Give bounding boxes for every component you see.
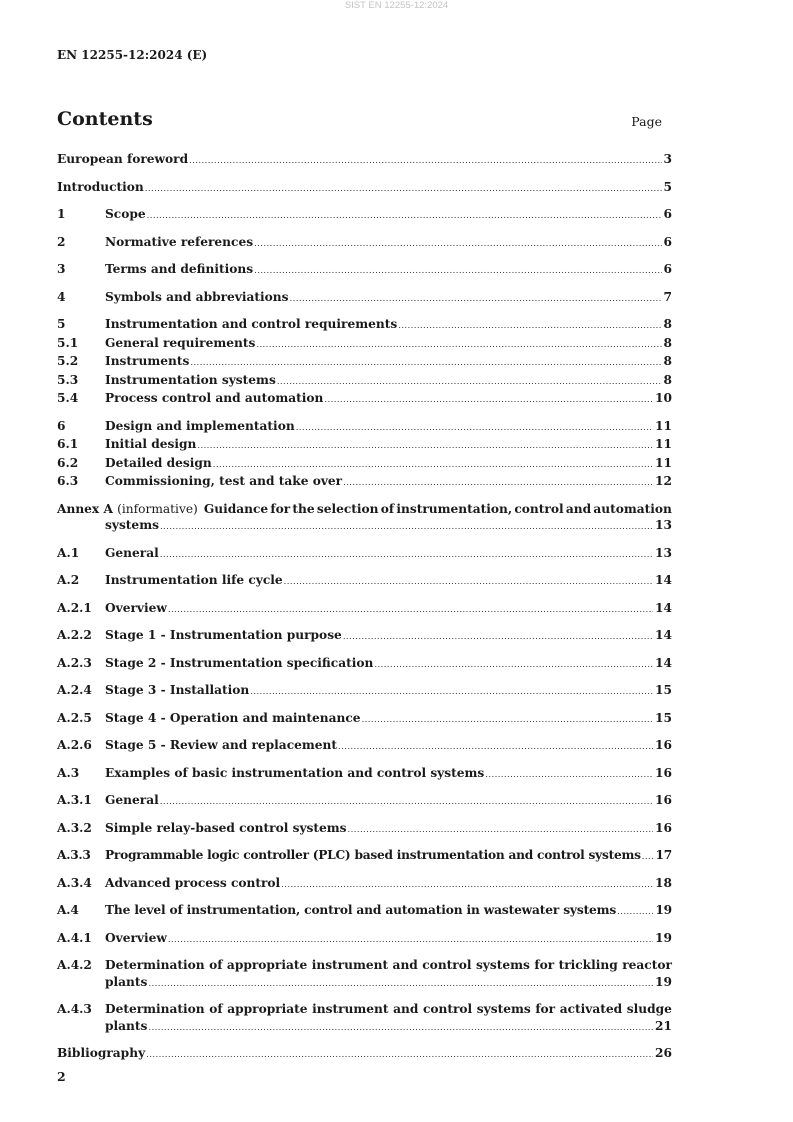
toc-entry-6-2[interactable] bbox=[57, 455, 672, 474]
toc-entry-a-4-2[interactable] bbox=[57, 957, 672, 992]
toc-entry-a-3-1[interactable] bbox=[57, 792, 672, 811]
page-column-label: Page bbox=[631, 114, 662, 129]
toc-entry-title: Initial design bbox=[105, 437, 197, 451]
toc-entry-title: Commissioning, test and take over bbox=[105, 474, 343, 488]
toc-entry-a-2-3[interactable] bbox=[57, 655, 672, 674]
toc-entry-page: 15 bbox=[655, 683, 672, 697]
toc-entry-5-2[interactable] bbox=[57, 353, 672, 372]
toc-leader bbox=[190, 355, 661, 372]
toc-entry-page: 17 bbox=[655, 848, 672, 862]
watermark: SIST EN 12255-12:2024 bbox=[344, 0, 449, 11]
toc-entry-number: A.2.3 bbox=[57, 655, 92, 670]
toc-entry-number: 5.1 bbox=[57, 335, 79, 350]
toc-entry-title: Stage 3 - Installation bbox=[105, 683, 250, 697]
toc-entry-page: 14 bbox=[655, 600, 672, 615]
toc-entry-page: 15 bbox=[655, 710, 672, 725]
toc-entry-6[interactable] bbox=[57, 418, 672, 437]
toc-leader bbox=[254, 263, 661, 280]
toc-entry-title: Normative references bbox=[105, 234, 254, 249]
annex-label: Annex A bbox=[57, 501, 113, 516]
toc-entry-2[interactable] bbox=[57, 234, 672, 253]
toc-entry-title: Bibliography bbox=[57, 1046, 146, 1060]
toc-leader bbox=[160, 794, 653, 811]
toc-entry-page: 16 bbox=[655, 738, 672, 752]
toc-entry-title-continued: plants bbox=[105, 1018, 148, 1033]
toc-entry-page: 13 bbox=[655, 518, 672, 532]
toc-entry-page: 14 bbox=[655, 628, 672, 642]
toc-entry-number: A.2.5 bbox=[57, 710, 92, 725]
toc-entry-page: 8 bbox=[663, 372, 672, 387]
toc-entry-title: Stage 1 - Instrumentation purpose bbox=[105, 628, 342, 642]
toc-entry-title: Stage 5 - Review and replacement bbox=[105, 738, 338, 752]
toc-entry-4[interactable] bbox=[57, 289, 672, 308]
toc-entry-title: Design and implementation bbox=[105, 418, 295, 433]
toc-entry-page: 19 bbox=[655, 974, 672, 989]
toc-entry-page: 7 bbox=[663, 289, 672, 304]
toc-entry-title: European foreword bbox=[57, 152, 189, 166]
document-id: EN 12255-12:2024 (E) bbox=[57, 48, 208, 62]
toc-entry-a-3-2[interactable] bbox=[57, 820, 672, 839]
toc-entry-a-4-1[interactable] bbox=[57, 930, 672, 949]
toc-entry-page: 14 bbox=[655, 573, 672, 587]
toc-entry-page: 8 bbox=[663, 335, 672, 350]
toc-entry-title-continued: plants bbox=[105, 974, 148, 989]
toc-entry-title: General bbox=[105, 793, 159, 807]
toc-entry-number: 6 bbox=[57, 418, 66, 433]
toc-entry-a-2-2[interactable] bbox=[57, 627, 672, 646]
toc-entry-title: Examples of basic instrumentation and control systems bbox=[105, 765, 485, 780]
toc-leader bbox=[197, 438, 653, 455]
toc-entry-number: A.3 bbox=[57, 765, 80, 780]
toc-entry-title: Instruments bbox=[105, 354, 190, 368]
annex-type: (informative) bbox=[117, 501, 198, 516]
toc-leader bbox=[296, 420, 653, 437]
toc-entry-1[interactable] bbox=[57, 206, 672, 225]
toc-entry-5-3[interactable] bbox=[57, 372, 672, 391]
toc-leader bbox=[168, 932, 653, 949]
toc-entry-6-1[interactable] bbox=[57, 436, 672, 455]
toc-leader bbox=[374, 657, 653, 674]
toc-entry-title: Instrumentation systems bbox=[105, 372, 276, 387]
toc-entry-page: 18 bbox=[655, 875, 672, 890]
toc-entry-page: 6 bbox=[663, 207, 672, 221]
toc-entry-a-2-4[interactable] bbox=[57, 682, 672, 701]
toc-entry-page: 16 bbox=[655, 765, 672, 780]
toc-entry-title: Stage 4 - Operation and maintenance bbox=[105, 710, 361, 725]
toc-leader bbox=[343, 629, 653, 646]
toc-entry-number: 5.2 bbox=[57, 354, 79, 368]
toc-entry-number: A.2.4 bbox=[57, 683, 92, 697]
toc-entry-page: 6 bbox=[663, 234, 672, 249]
toc-entry-6-3[interactable] bbox=[57, 473, 672, 492]
toc-leader bbox=[146, 1047, 653, 1064]
toc-entry-page: 26 bbox=[655, 1046, 672, 1060]
toc-leader bbox=[642, 849, 654, 866]
toc-entry-page: 11 bbox=[655, 418, 672, 433]
toc-leader bbox=[485, 767, 653, 784]
toc-entry-page: 5 bbox=[663, 179, 672, 194]
toc-entry-number: 2 bbox=[57, 234, 66, 249]
toc-entry-title: General requirements bbox=[105, 335, 256, 350]
toc-leader bbox=[148, 976, 653, 993]
toc-entry-title: Advanced process control bbox=[105, 875, 281, 890]
toc-entry-page: 10 bbox=[655, 391, 672, 405]
toc-entry-title: Instrumentation life cycle bbox=[105, 573, 283, 587]
toc-leader bbox=[324, 392, 653, 409]
toc-entry-title: Programmable logic controller (PLC) based instrumentation and control systems bbox=[105, 848, 641, 862]
toc-entry-a-2-5[interactable] bbox=[57, 710, 672, 729]
toc-entry-title: Overview bbox=[105, 930, 167, 945]
toc-entry-number: 5.3 bbox=[57, 372, 79, 387]
toc-leader bbox=[338, 739, 653, 756]
toc-leader bbox=[277, 374, 662, 391]
toc-entry-title: Simple relay-based control systems bbox=[105, 820, 347, 835]
toc-leader bbox=[145, 181, 662, 198]
toc-entry-number: A.3.1 bbox=[57, 793, 92, 807]
toc-leader bbox=[250, 684, 653, 701]
toc-leader bbox=[398, 318, 661, 335]
toc-entry-page: 11 bbox=[655, 437, 672, 451]
toc-entry-number: A.3.3 bbox=[57, 848, 91, 862]
toc-entry-5-4[interactable] bbox=[57, 390, 672, 409]
toc-entry-5[interactable] bbox=[57, 316, 672, 335]
toc-entry-title: Stage 2 - Instrumentation specification bbox=[105, 655, 374, 670]
toc-entry-number: 6.2 bbox=[57, 455, 79, 470]
toc-entry-number: A.4.3 bbox=[57, 1002, 92, 1016]
toc-entry-page: 8 bbox=[663, 317, 672, 331]
toc-leader bbox=[147, 208, 662, 225]
toc-entry-page: 19 bbox=[655, 903, 672, 917]
toc-leader bbox=[617, 904, 653, 921]
page-number: 2 bbox=[57, 1069, 66, 1084]
toc-entry-number: A.2.6 bbox=[57, 738, 92, 752]
toc-entry-page: 8 bbox=[663, 354, 672, 368]
toc-entry-page: 14 bbox=[655, 655, 672, 670]
toc-entry-title: Instrumentation and control requirements bbox=[105, 317, 398, 331]
toc-leader bbox=[160, 547, 653, 564]
toc-entry-a-1[interactable] bbox=[57, 545, 672, 564]
toc-entry-number: A.2 bbox=[57, 573, 80, 587]
toc-entry-title: Detailed design bbox=[105, 455, 212, 470]
toc-entry-a-3-3[interactable] bbox=[57, 847, 672, 866]
toc-entry-number: 5.4 bbox=[57, 391, 79, 405]
table-of-contents bbox=[57, 151, 672, 1064]
toc-entry-a-2[interactable] bbox=[57, 572, 672, 591]
toc-entry-number: A.4.1 bbox=[57, 930, 92, 945]
toc-entry-page: 12 bbox=[655, 474, 672, 488]
toc-entry-a-2-6[interactable] bbox=[57, 737, 672, 756]
toc-leader bbox=[343, 475, 653, 492]
toc-entry-number: A.3.2 bbox=[57, 820, 92, 835]
toc-entry-foreword[interactable] bbox=[57, 151, 672, 170]
toc-entry-number: 4 bbox=[57, 289, 66, 304]
toc-entry-title: Guidance for the selection of instrumentation, control and automation bbox=[203, 501, 672, 516]
toc-entry-page: 11 bbox=[655, 455, 672, 470]
toc-leader bbox=[254, 236, 661, 253]
toc-leader bbox=[168, 602, 653, 619]
toc-leader bbox=[284, 574, 653, 591]
toc-leader bbox=[348, 822, 654, 839]
toc-entry-title: Introduction bbox=[57, 179, 144, 194]
toc-entry-3[interactable] bbox=[57, 261, 672, 280]
toc-entry-5-1[interactable] bbox=[57, 335, 672, 354]
toc-entry-number: A.2.2 bbox=[57, 628, 92, 642]
toc-entry-number: A.1 bbox=[57, 545, 80, 560]
toc-entry-title: Symbols and abbreviations bbox=[105, 289, 289, 304]
page-title: Contents bbox=[57, 108, 153, 130]
toc-leader bbox=[290, 291, 662, 308]
toc-entry-page: 16 bbox=[655, 820, 672, 835]
toc-entry-number: 6.3 bbox=[57, 474, 79, 488]
toc-entry-a-3[interactable] bbox=[57, 765, 672, 784]
toc-entry-page: 3 bbox=[663, 152, 672, 166]
toc-entry-title-continued: systems bbox=[105, 518, 159, 532]
toc-entry-number: 1 bbox=[57, 207, 66, 221]
toc-leader bbox=[189, 153, 661, 170]
toc-entry-title: The level of instrumentation, control and automation in wastewater systems bbox=[105, 903, 617, 917]
toc-entry-bibliography[interactable] bbox=[57, 1045, 672, 1064]
toc-leader bbox=[256, 337, 661, 354]
toc-entry-page: 21 bbox=[655, 1018, 672, 1033]
toc-entry-number: A.4.2 bbox=[57, 958, 92, 972]
toc-entry-title: Determination of appropriate instrument and control systems for activated sludge bbox=[105, 1002, 672, 1016]
toc-entry-a-4[interactable] bbox=[57, 902, 672, 921]
toc-entry-title: Overview bbox=[105, 600, 167, 615]
toc-leader bbox=[148, 1020, 653, 1037]
toc-entry-a-4-3[interactable] bbox=[57, 1001, 672, 1036]
toc-entry-title: General bbox=[105, 545, 159, 560]
toc-leader bbox=[160, 519, 653, 536]
toc-entry-annex-a[interactable] bbox=[57, 501, 672, 536]
toc-leader bbox=[213, 457, 653, 474]
toc-leader bbox=[362, 712, 653, 729]
toc-entry-page: 6 bbox=[663, 262, 672, 276]
toc-entry-title: Terms and definitions bbox=[105, 262, 254, 276]
toc-entry-page: 13 bbox=[655, 545, 672, 560]
toc-entry-title: Determination of appropriate instrument and control systems for trickling reactor bbox=[105, 958, 672, 972]
toc-entry-page: 19 bbox=[655, 930, 672, 945]
toc-leader bbox=[281, 877, 653, 894]
toc-entry-introduction[interactable] bbox=[57, 179, 672, 198]
toc-entry-number: A.2.1 bbox=[57, 600, 92, 615]
toc-entry-number: A.3.4 bbox=[57, 875, 92, 890]
toc-entry-a-3-4[interactable] bbox=[57, 875, 672, 894]
toc-entry-title: Process control and automation bbox=[105, 391, 324, 405]
toc-entry-title: Scope bbox=[105, 207, 146, 221]
toc-entry-page: 16 bbox=[655, 793, 672, 807]
toc-entry-number: A.4 bbox=[57, 903, 79, 917]
toc-entry-number: 6.1 bbox=[57, 437, 79, 451]
toc-entry-number: 5 bbox=[57, 317, 66, 331]
toc-entry-a-2-1[interactable] bbox=[57, 600, 672, 619]
toc-entry-number: 3 bbox=[57, 262, 66, 276]
